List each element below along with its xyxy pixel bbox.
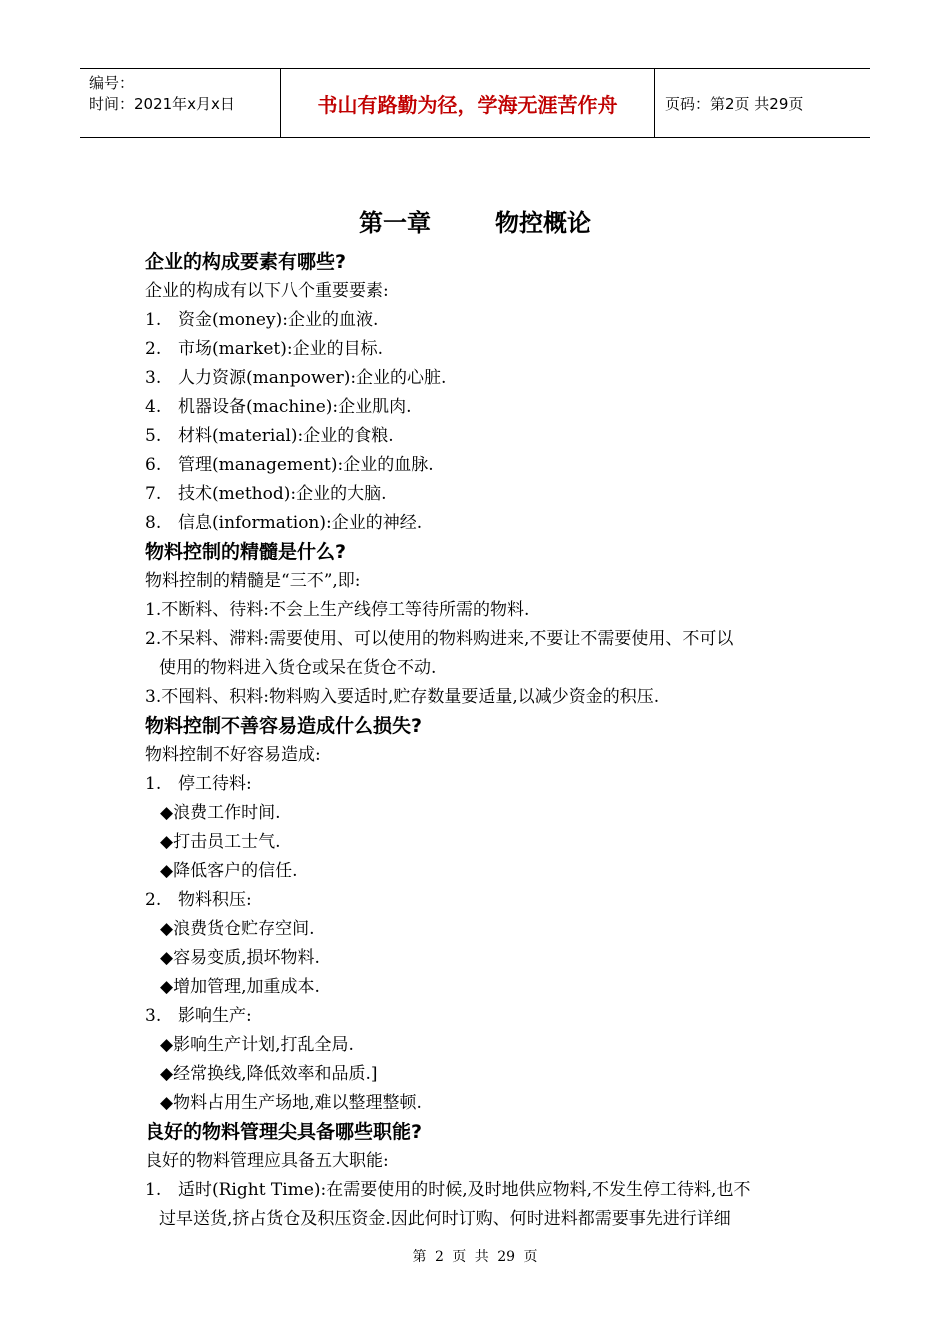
bullet-item: ◆浪费工作时间. <box>160 803 281 823</box>
bullet-item: ◆打击员工士气. <box>160 832 281 852</box>
page-footer: 第 2 页 共 29 页 <box>412 1249 538 1265</box>
paragraph: 物料控制不好容易造成: <box>145 745 321 765</box>
bullet-item: ◆经常换线,降低效率和品质.] <box>160 1064 378 1084</box>
chapter-name: 物控概论 <box>495 209 591 237</box>
list-item: 4. 机器设备(machine):企业肌肉. <box>145 397 412 417</box>
list-item: 2.不呆料、滞料:需要使用、可以使用的物料购进来,不要让不需要使用、不可以 <box>145 629 734 649</box>
element-list <box>145 306 810 538</box>
section-heading: 物料控制不善容易造成什么损失? <box>145 715 423 737</box>
paragraph: 物料控制的精髓是“三不”,即: <box>145 571 361 591</box>
bullet-item: ◆浪费货仓贮存空间. <box>160 919 315 939</box>
list-item: 2. 物料积压: <box>145 890 252 910</box>
list-item: 1. 停工待料: <box>145 774 252 794</box>
list-item: 7. 技术(method):企业的大脑. <box>145 484 387 504</box>
header-table <box>80 68 870 138</box>
header-meta-cell <box>80 69 281 137</box>
time-label: 时间：2021年x月x日 <box>89 95 235 113</box>
list-item: 3.不囤料、积料:物料购入要适时,贮存数量要适量,以减少资金的积压. <box>145 687 660 707</box>
bullet-item: ◆影响生产计划,打乱全局. <box>160 1035 354 1055</box>
paragraph: 良好的物料管理应具备五大职能: <box>145 1151 389 1171</box>
section-heading: 良好的物料管理尖具备哪些职能? <box>145 1121 423 1143</box>
page-info: 页码：第2页 共29页 <box>665 94 804 113</box>
list-item: 5. 材料(material):企业的食粮. <box>145 426 394 446</box>
list-item: 1.不断料、待料:不会上生产线停工等待所需的物料. <box>145 600 530 620</box>
bullet-item: ◆容易变质,损坏物料. <box>160 948 320 968</box>
list-item: 8. 信息(information):企业的神经. <box>145 513 423 533</box>
list-item: 1. 适时(Right Time):在需要使用的时候,及时地供应物料,不发生停工待料,也不 <box>145 1180 751 1200</box>
list-item-continuation: 使用的物料进入货仓或呆在货仓不动. <box>159 658 437 678</box>
chapter-number: 第一章 <box>359 209 431 237</box>
bullet-item: ◆物料占用生产场地,难以整理整顿. <box>160 1093 422 1113</box>
list-item: 3. 人力资源(manpower):企业的心脏. <box>145 368 447 388</box>
list-item-continuation: 过早送货,挤占货仓及积压资金.因此何时订购、何时进料都需要事先进行详细 <box>159 1209 731 1229</box>
bullet-item: ◆降低客户的信任. <box>160 861 298 881</box>
bullet-item: ◆增加管理,加重成本. <box>160 977 320 997</box>
list-item: 1. 资金(money):企业的血液. <box>145 310 379 330</box>
list-item: 6. 管理(management):企业的血脉. <box>145 455 434 475</box>
list-item: 2. 市场(market):企业的目标. <box>145 339 383 359</box>
motto: 书山有路勤为径，学海无涯苦作舟 <box>281 69 655 137</box>
document-body <box>145 248 810 1234</box>
section-heading: 物料控制的精髓是什么? <box>145 541 347 563</box>
list-item: 3. 影响生产: <box>145 1006 252 1026</box>
chapter-title <box>0 203 950 238</box>
number-label: 编号： <box>89 74 135 92</box>
section-heading: 企业的构成要素有哪些? <box>145 251 347 273</box>
paragraph: 企业的构成有以下八个重要要素: <box>145 281 389 301</box>
